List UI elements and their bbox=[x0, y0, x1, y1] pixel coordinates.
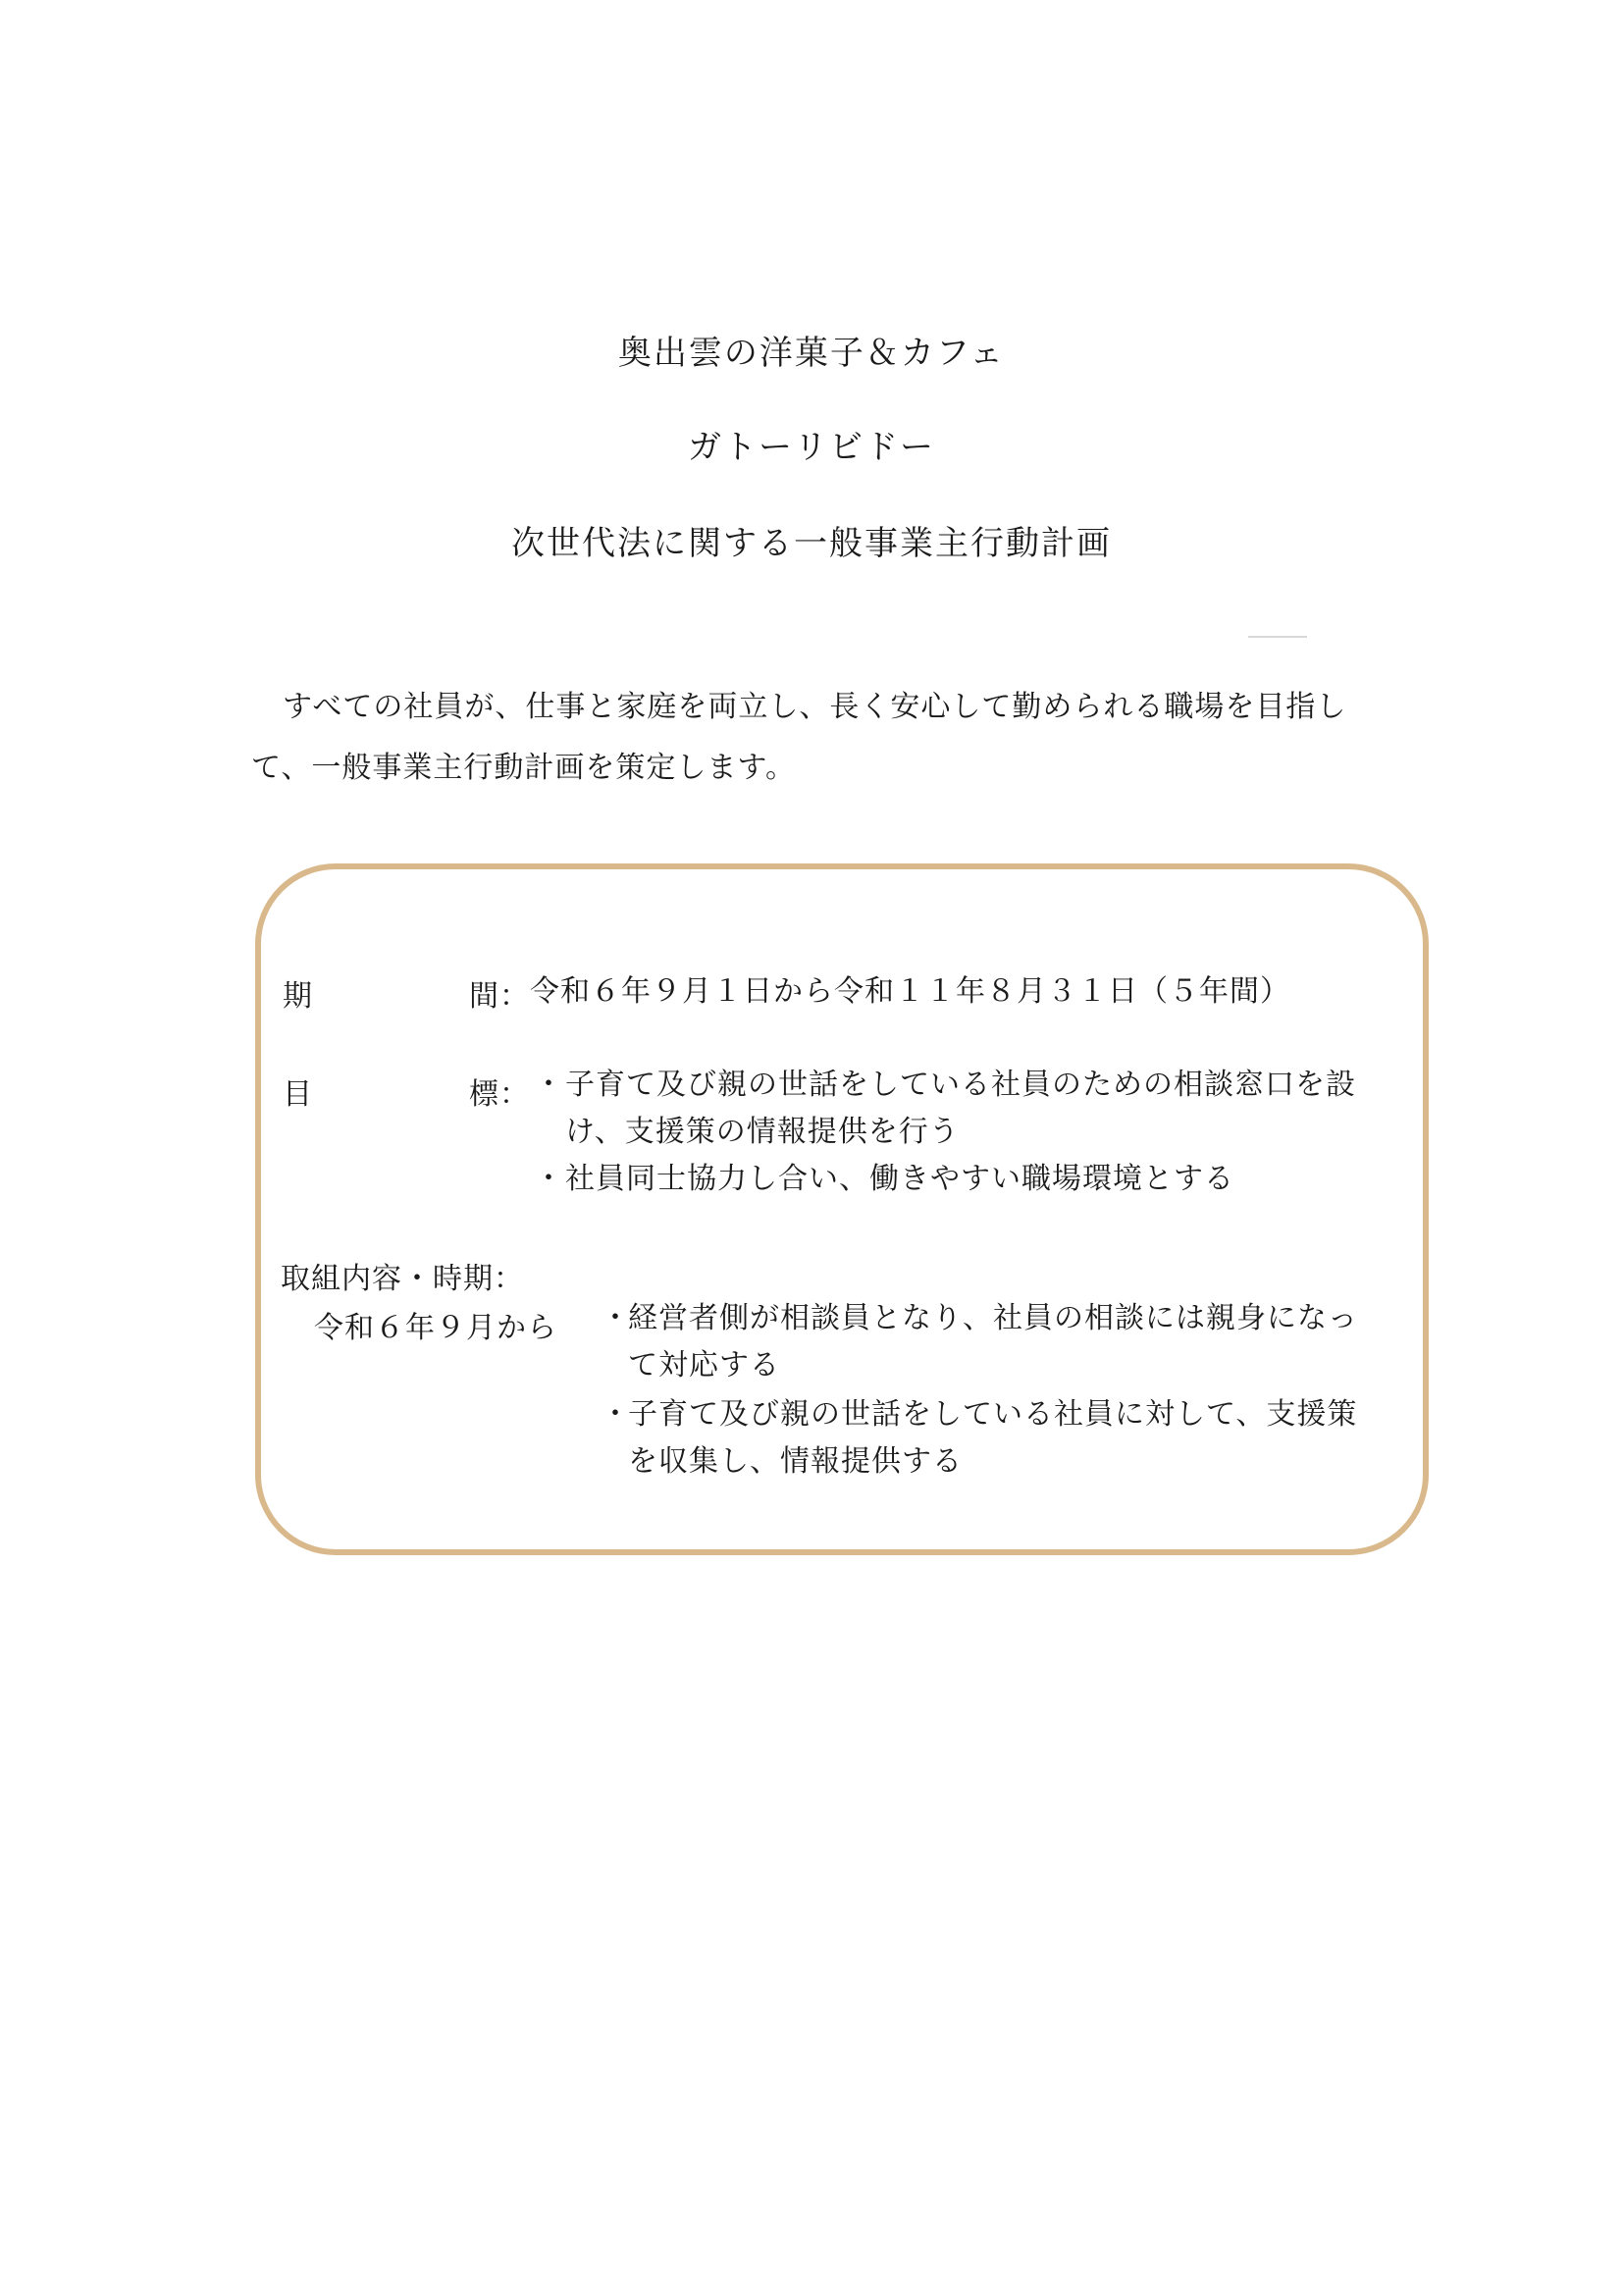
company-line: 奥出雲の洋菓子＆カフェ bbox=[617, 334, 1006, 373]
goal-item bbox=[534, 1156, 1409, 1203]
goals-label-first: 目 bbox=[283, 1077, 313, 1112]
goal-item bbox=[534, 1062, 1409, 1156]
shop-name: ガトーリビドー bbox=[688, 428, 935, 467]
bullet: ・ bbox=[601, 1301, 631, 1335]
effort-item-text: 子育て及び親の世話をしている社員に対して、支援策を収集し、情報提供する bbox=[628, 1397, 1358, 1479]
goal-item-text: 子育て及び親の世話をしている社員のための相談窓口を設け、支援策の情報提供を行う bbox=[565, 1068, 1356, 1149]
intro-line-1: すべての社員が、仕事と家庭を両立し、長く安心して勤められる職場を目指し bbox=[283, 690, 1347, 724]
bullet: ・ bbox=[534, 1162, 564, 1196]
scan-artifact-line bbox=[1248, 636, 1307, 638]
goal-item-text: 社員同士協力し合い、働きやすい職場環境とする bbox=[565, 1162, 1234, 1196]
effort-item bbox=[601, 1391, 1374, 1486]
effort-item-text: 経営者側が相談員となり、社員の相談には親身になって対応する bbox=[628, 1301, 1358, 1383]
efforts-timing: 令和６年９月から bbox=[314, 1311, 557, 1345]
bullet: ・ bbox=[601, 1397, 631, 1432]
intro-paragraph bbox=[251, 677, 1380, 799]
efforts-label: 取組内容・時期： bbox=[281, 1262, 524, 1296]
goals-label-last: 標： bbox=[469, 1077, 530, 1112]
effort-item bbox=[601, 1295, 1374, 1389]
period-label-first: 期 bbox=[283, 979, 313, 1014]
bullet: ・ bbox=[534, 1068, 564, 1102]
period-label-last: 間： bbox=[469, 979, 530, 1014]
plan-title: 次世代法に関する一般事業主行動計画 bbox=[511, 524, 1112, 563]
intro-line-2: て、一般事業主行動計画を策定します。 bbox=[251, 751, 796, 785]
period-value: 令和６年９月１日から令和１１年８月３１日（５年間） bbox=[530, 974, 1290, 1009]
